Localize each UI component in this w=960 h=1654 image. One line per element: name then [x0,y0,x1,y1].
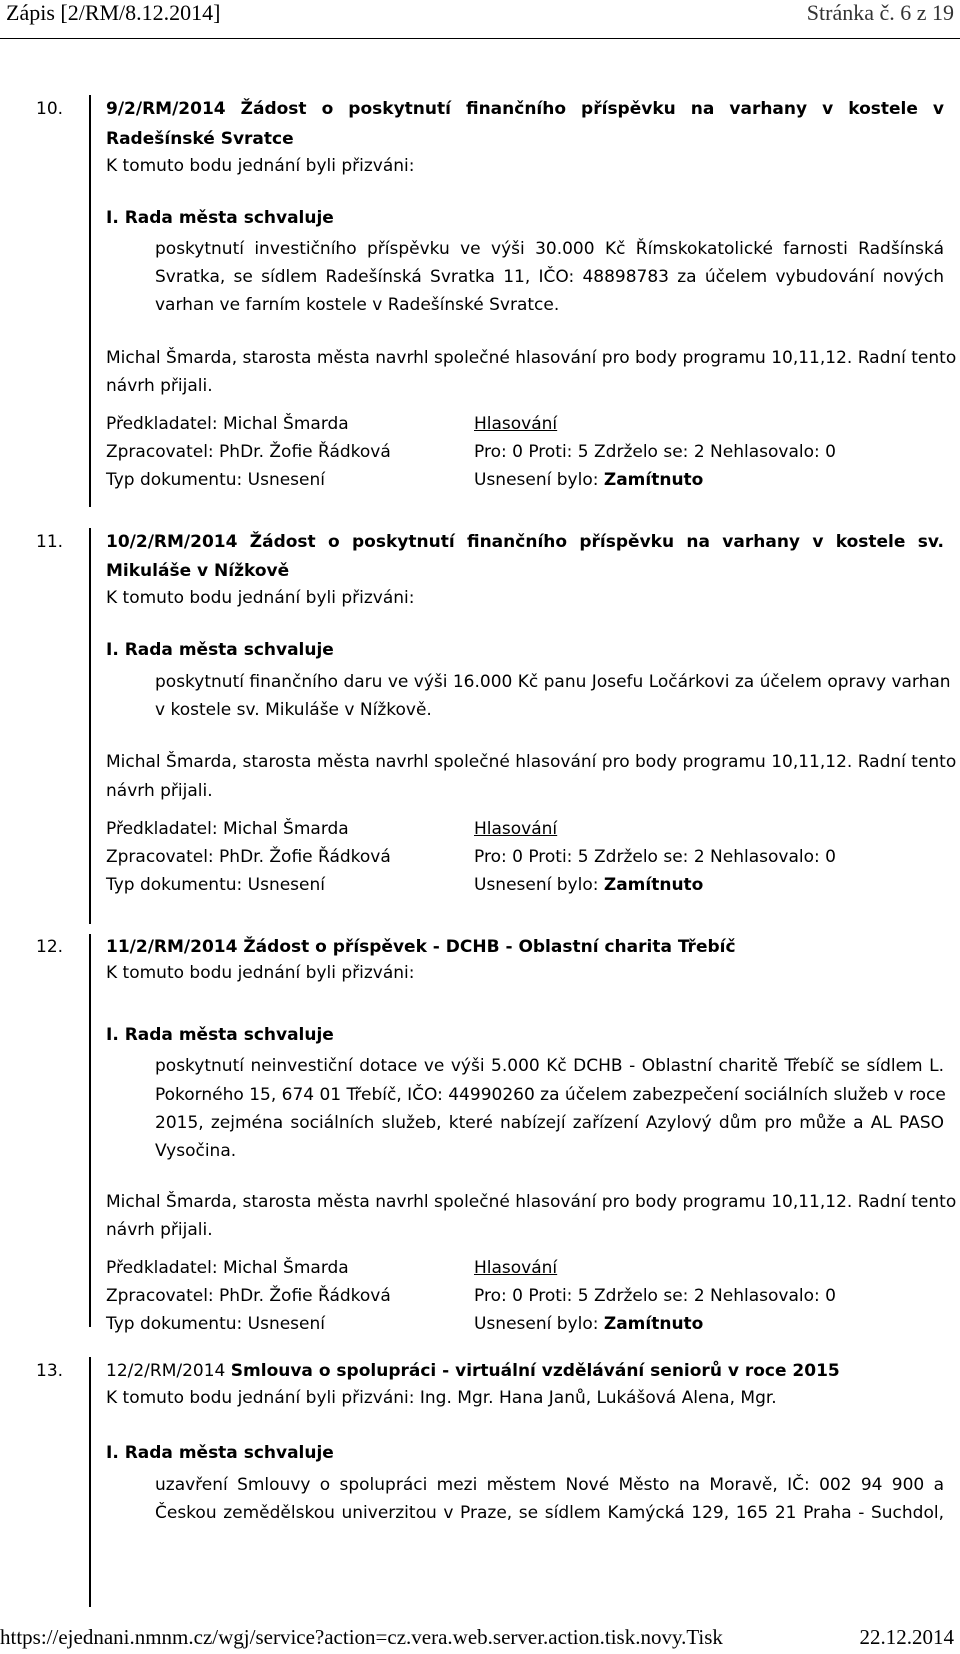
processor: Zpracovatel: PhDr. Žofie Řádková [106,847,391,867]
resolution-text: Pokorného 15, 674 01 Třebíč, IČO: 44990260 za účelem zabezpečení sociálních služeb v roce [155,1085,946,1105]
submitter: Předkladatel: Michal Šmarda [106,1258,349,1278]
section-number: 12. [36,937,64,957]
section-code: 12/2/RM/2014 [106,1361,226,1381]
resolution-text: poskytnutí neinvestiční dotace ve výši 5.000 Kč DCHB - Oblastní charitě Třebíč se sídlem L. [155,1056,944,1076]
page-footer [0,1625,954,1650]
section-number: 10. [36,99,64,119]
section-border [89,934,91,1327]
vote-counts: Pro: 0 Proti: 5 Zdrželo se: 2 Nehlasovalo: 0 [474,1286,836,1306]
section-number: 11. [36,532,64,552]
section-code: 10/2/RM/2014 [106,532,238,552]
page-number: Stránka č. 6 z 19 [806,0,954,25]
processor: Zpracovatel: PhDr. Žofie Řádková [106,442,391,462]
decision-heading: I. Rada města schvaluje [106,208,334,228]
resolution-text: poskytnutí investičního příspěvku ve výši 30.000 Kč Římskokatolické farnosti Radšínská [155,239,944,259]
resolution-result: Usnesení bylo: Zamítnuto [474,470,704,490]
section-title: 12/2/RM/2014 Smlouva o spolupráci - virtuální vzdělávání seniorů v roce 2015 [106,1361,840,1381]
resolution-result: Usnesení bylo: Zamítnuto [474,1314,704,1334]
vote-counts: Pro: 0 Proti: 5 Zdrželo se: 2 Nehlasovalo: 0 [474,847,836,867]
proposal-text: návrh přijali. [106,376,213,396]
footer-url: https://ejednani.nmnm.cz/wgj/service?action=cz.vera.web.server.action.tisk.novy.Tisk [0,1625,723,1649]
voting-label: Hlasování [474,819,558,839]
header-title: Zápis [2/RM/8.12.2014] [6,0,221,25]
proposal-text: Michal Šmarda, starosta města navrhl společné hlasování pro body programu 10,11,12. Radní tento [106,348,957,368]
document-type: Typ dokumentu: Usnesení [106,1314,325,1334]
resolution-text: Svratka, se sídlem Radešínská Svratka 11, IČO: 48898783 za účelem vybudování nových [155,267,944,287]
resolution-text: varhan ve farním kostele v Radešínské Svratce. [155,295,560,315]
section-title: 9/2/RM/2014 Žádost o poskytnutí finančního příspěvku na varhany v kostele v [106,99,945,119]
decision-heading: I. Rada města schvaluje [106,640,334,660]
result-status: Zamítnuto [603,875,704,895]
vote-counts: Pro: 0 Proti: 5 Zdrželo se: 2 Nehlasovalo: 0 [474,442,836,462]
invited-text: K tomuto bodu jednání byli přizváni: [106,588,415,608]
decision-heading: I. Rada města schvaluje [106,1025,334,1045]
section-title-cont: Radešínské Svratce [106,129,294,149]
invited-text: K tomuto bodu jednání byli přizváni: [106,156,415,176]
header-rule [0,38,960,39]
section-number: 13. [36,1361,64,1381]
submitter: Předkladatel: Michal Šmarda [106,414,349,434]
section-code: 9/2/RM/2014 [106,99,226,119]
proposal-text: návrh přijali. [106,781,213,801]
page-header [6,0,954,40]
invited-text: K tomuto bodu jednání byli přizváni: [106,963,415,983]
decision-heading: I. Rada města schvaluje [106,1443,334,1463]
section-title: 10/2/RM/2014 Žádost o poskytnutí finančního příspěvku na varhany v kostele sv. [106,532,945,552]
section-title-cont: Mikuláše v Nížkově [106,561,290,581]
resolution-result: Usnesení bylo: Zamítnuto [474,875,704,895]
resolution-text: Českou zemědělskou univerzitou v Praze, se sídlem Kamýcká 129, 165 21 Praha - Suchdol, [155,1503,944,1523]
resolution-text: v kostele sv. Mikuláše v Nížkově. [155,700,432,720]
document-type: Typ dokumentu: Usnesení [106,875,325,895]
section-border [89,95,91,507]
resolution-text: Vysočina. [155,1141,237,1161]
processor: Zpracovatel: PhDr. Žofie Řádková [106,1286,391,1306]
voting-label: Hlasování [474,1258,558,1278]
proposal-text: návrh přijali. [106,1220,213,1240]
proposal-text: Michal Šmarda, starosta města navrhl společné hlasování pro body programu 10,11,12. Radní tento [106,752,957,772]
document-type: Typ dokumentu: Usnesení [106,470,325,490]
resolution-text: uzavření Smlouvy o spolupráci mezi městem Nové Město na Moravě, IČ: 002 94 900 a [155,1475,944,1495]
section-title: 11/2/RM/2014 Žádost o příspěvek - DCHB - Oblastní charita Třebíč [106,937,736,957]
invited-text: K tomuto bodu jednání byli přizváni: Ing. Mgr. Hana Janů, Lukášová Alena, Mgr. [106,1388,777,1408]
resolution-text: 2015, zejména sociálních služeb, které nabízejí zařízení Azylový dům pro může a AL PASO [155,1113,944,1133]
section-border [89,1357,91,1607]
footer-date: 22.12.2014 [859,1625,954,1649]
submitter: Předkladatel: Michal Šmarda [106,819,349,839]
resolution-text: poskytnutí finančního daru ve výši 16.000 Kč panu Josefu Ločárkovi za účelem opravy varhan [155,672,951,692]
result-status: Zamítnuto [603,1314,704,1334]
result-status: Zamítnuto [603,470,704,490]
proposal-text: Michal Šmarda, starosta města navrhl společné hlasování pro body programu 10,11,12. Radní tento [106,1192,957,1212]
voting-label: Hlasování [474,414,558,434]
section-border [89,528,91,924]
section-code: 11/2/RM/2014 [106,937,238,957]
